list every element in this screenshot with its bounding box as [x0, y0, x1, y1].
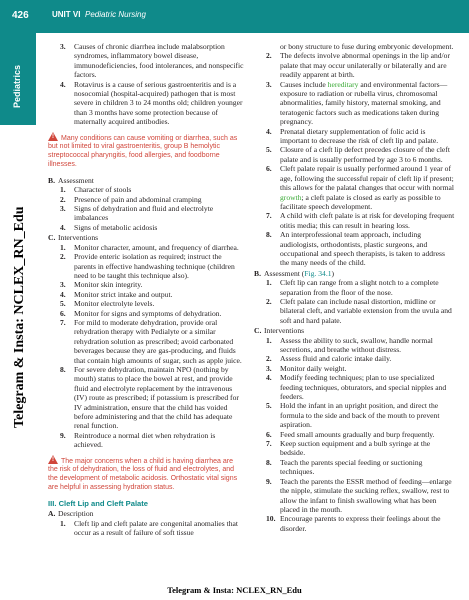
highlight-term: growth: [280, 192, 302, 202]
list-item: 1. Cleft lip and cleft palate are congenital anomalies that occur as a result of failure of soft tissue: [60, 518, 239, 538]
left-column: [48, 42, 244, 537]
warning-note: !Many conditions can cause vomiting or diarrhea, such as but not limited to viral gastroenteritis, group B hemolytic streptococcal pharyngitis, food allergies, and foodborne illnesses.: [48, 131, 244, 170]
list-item: 5. Hold the infant in an upright position, and direct the formula to the side and back of the mouth to prevent aspiration.: [266, 401, 440, 430]
vertical-watermark: Telegram & Insta: NCLEX_RN_Edu: [12, 206, 27, 428]
list-item: 4. Rotavirus is a cause of serious gastroenteritis and is a nosocomial (hospital-acquired) pathogen that is most severe in children 3 to 24 months old; children younger than 3 months have some protection because of maternally acquired antibodies.: [60, 79, 243, 127]
right-column: [254, 42, 456, 533]
description-list: [48, 519, 244, 538]
list-item: 9. Reintroduce a normal diet when rehydration is achieved.: [60, 430, 216, 450]
list-item: 4. Signs of metabolic acidosis: [60, 222, 158, 232]
interventions-list: [48, 243, 244, 450]
list-item: 1. Monitor character, amount, and frequency of diarrhea.: [60, 242, 239, 252]
list-item: 3. Causes of chronic diarrhea include malabsorption syndromes, inflammatory bowel disease, immunodeficiencies, food intolerances, and nonspecific factors.: [60, 42, 244, 80]
list-item: 7. For mild to moderate dehydration, provide oral rehydration therapy with Pedialyte or a similar rehydration solution as prescribed; avoid carbonated beverages because they are gas-producing, and fluids that contain high amounts of sugar, such as apple juice.: [60, 317, 242, 365]
list-item: 3. Monitor daily weight.: [266, 363, 347, 373]
list-item: 3. Causes include hereditary and environmental factors—exposure to radiation or rubella virus, chromosomal abnormalities, family history, maternal smoking, and teratogenic factors such as medications taken during pregnancy.: [266, 79, 448, 127]
list-item: 10. Encourage parents to express their feelings about the disorder.: [266, 514, 441, 533]
assessment-list: [48, 185, 244, 232]
list-item: 1. Character of stools: [60, 185, 132, 195]
list-item: 2. Assess fluid and caloric intake daily.: [266, 354, 392, 364]
interventions-heading: C. Interventions: [254, 326, 305, 336]
list-item: 2. The defects involve abnormal openings in the lip and/or palate that may occur unilaterally or bilaterally and are readily apparent at birth.: [266, 51, 450, 80]
assessment-heading: B. Assessment: [48, 175, 94, 185]
side-tab: [0, 33, 36, 125]
list-item: 8. Teach the parents special feeding or suctioning techniques.: [266, 457, 423, 477]
side-tab-label: Pediatrics: [12, 64, 22, 108]
list-item: 7. A child with cleft palate is at risk for developing frequent otitis media; this can result in hearing loss.: [266, 211, 455, 230]
description-heading: A. Description: [48, 509, 94, 519]
assessment-heading: B. Assessment (Fig. 34.1): [254, 268, 335, 278]
list-item: 8. For severe dehydration, maintain NPO (nothing by mouth) status to place the bowel at rest, and provide fluid and electrolyte replacement by the intravenous (IV) route as prescribed; if potassium is prescribed for IV administration, ensure that the child has voided before administering and that the child has adequate renal function.: [60, 364, 239, 431]
chapter-title: Pediatric Nursing: [85, 10, 146, 19]
assessment-list: [254, 278, 456, 325]
list-item: 1. Assess the ability to suck, swallow, handle normal secretions, and breathe without distress.: [266, 335, 433, 354]
list-item: 2. Presence of pain and abdominal cramping: [60, 194, 202, 204]
list-item: 9. Teach the parents the ESSR method of feeding—enlarge the nipple, stimulate the sucking reflex, swallow, rest to allow the infant to finish swallowing what has been placed in the mouth.: [266, 476, 452, 514]
list-item: 3. Signs of dehydration and fluid and electrolyte imbalances: [60, 204, 214, 223]
left-top-list: [48, 42, 244, 127]
highlight-term: hereditary: [327, 79, 359, 89]
list-item: 6. Monitor for signs and symptoms of dehydration.: [60, 308, 222, 318]
list-item: 6. Cleft palate repair is usually performed around 1 year of age, following the successful repair of cleft lip if present; this allows for the palatal changes that occur with normal growth; a cleft palate is closed as early as possible to facilitate speech development.: [266, 164, 454, 211]
interventions-list: [254, 336, 456, 534]
list-item: 8. An interprofessional team approach, including audiologists, orthodontists, plastic surgeons, and occupational and speech therapists, is taken to address the many needs of the child.: [266, 230, 445, 268]
list-item: 1. Cleft lip can range from a slight notch to a complete separation from the floor of the nose.: [266, 278, 439, 297]
list-item: 5. Closure of a cleft lip defect precedes closure of the cleft palate and is usually performed by age 3 to 6 months.: [266, 145, 450, 164]
list-item: 5. Monitor electrolyte levels.: [60, 299, 155, 309]
warning-icon: [48, 132, 58, 141]
page-header: [0, 0, 469, 33]
list-item: 3. Monitor skin integrity.: [60, 280, 143, 290]
footer-watermark: Telegram & Insta: NCLEX_RN_Edu: [167, 585, 302, 595]
list-item: 2. Provide enteric isolation as required; instruct the parents in effective handwashing technique (children need to be taught this technique also).: [60, 252, 235, 280]
warning-icon: [48, 455, 58, 464]
list-item: 4. Prenatal dietary supplementation of folic acid is important to decrease the risk of cleft lip and palate.: [266, 126, 439, 146]
unit-label: UNIT VI: [52, 10, 81, 19]
page-number: 426: [12, 10, 29, 21]
figure-link[interactable]: Fig. 34.1: [304, 268, 332, 278]
list-item: 4. Monitor strict intake and output.: [60, 289, 173, 299]
right-top-list: [254, 42, 456, 268]
section-heading: III. Cleft Lip and Cleft Palate: [48, 498, 149, 508]
list-item: 4. Modify feeding techniques; plan to use specialized feeding techniques, obturators, and special nipples and feeders.: [266, 373, 447, 402]
list-item: 2. Cleft palate can include nasal distortion, midline or bilateral cleft, and variable extension from the uvula and soft and hard palate.: [266, 296, 452, 325]
list-item: 7. Keep suction equipment and a bulb syringe at the bedside.: [266, 439, 431, 458]
list-item: 6. Feed small amounts gradually and burp frequently.: [266, 429, 435, 439]
warning-note: !The major concerns when a child is having diarrhea are the risk of dehydration, the loss of fluid and electrolytes, and the development of metabolic acidosis. Orthostatic vital signs are helpful in assessing hydration status.: [48, 454, 244, 493]
list-item-continued: or bony structure to fuse during embryonic development.: [280, 42, 454, 51]
interventions-heading: C. Interventions: [48, 233, 99, 243]
